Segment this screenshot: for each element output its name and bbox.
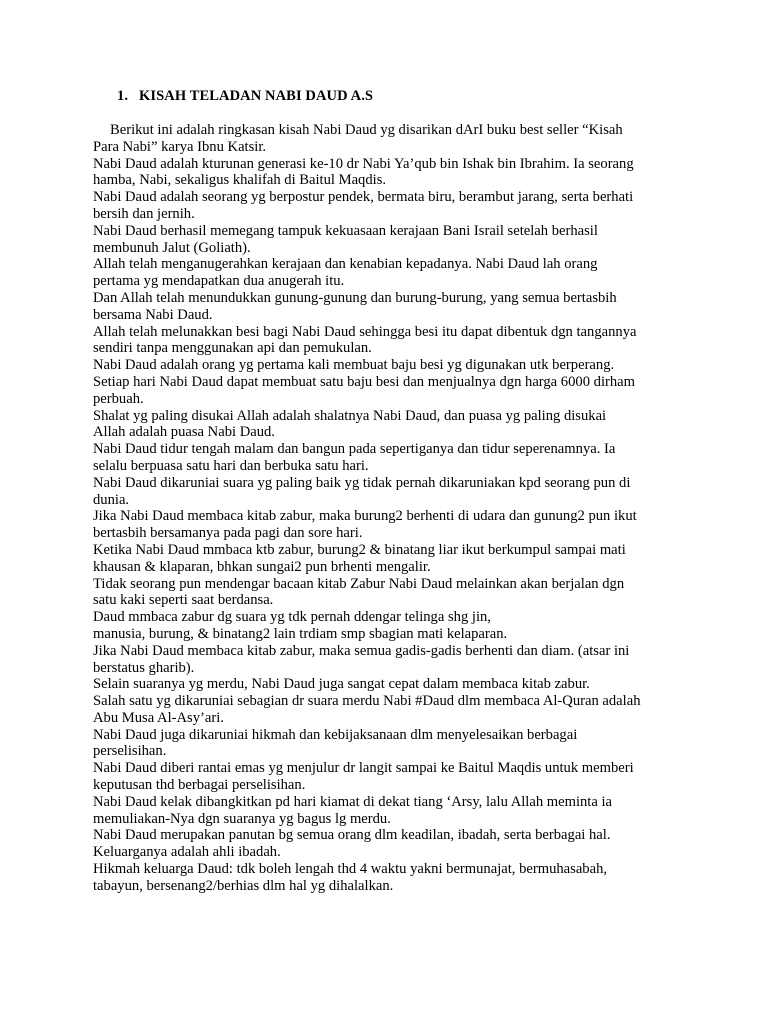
text-line: [93, 895, 683, 912]
heading-number: 1.: [117, 88, 129, 104]
text-line: Nabi Daud adalah seorang yg berpostur pendek, bermata biru, berambut jarang, serta berhati: [93, 189, 634, 206]
text-line: Nabi Daud merupakan panutan bg semua orang dlm keadilan, ibadah, serta berbagai hal.: [93, 827, 611, 844]
text-line: membunuh Jalut (Goliath).: [93, 239, 251, 256]
text-line: Setiap hari Nabi Daud dapat membuat satu baju besi dan menjualnya dgn harga 6000 dirham: [93, 373, 635, 390]
text-line: Nabi Daud diberi rantai emas yg menjulur dr langit sampai ke Baitul Maqdis untuk memberi: [93, 760, 634, 777]
text-line: Selain suaranya yg merdu, Nabi Daud juga sangat cepat dalam membaca kitab zabur.: [93, 676, 590, 693]
text-line: sendiri tanpa menggunakan api dan pemukulan.: [93, 340, 372, 357]
text-line: Ketika Nabi Daud mmbaca ktb zabur, burung2 & binatang liar ikut berkumpul sampai mati: [93, 541, 626, 558]
heading-text: KISAH TELADAN NABI DAUD A.S: [139, 88, 374, 104]
text-line: Salah satu yg dikaruniai sebagian dr suara merdu Nabi #Daud dlm membaca Al-Quran adalah: [93, 693, 641, 710]
text-line: perselisihan.: [93, 743, 167, 760]
text-line: Tidak seorang pun mendengar bacaan kitab Zabur Nabi Daud melainkan akan berjalan dgn: [93, 575, 625, 592]
text-line: Jika Nabi Daud membaca kitab zabur, maka burung2 berhenti di udara dan gunung2 pun ikut: [93, 508, 637, 525]
text-line: Nabi Daud juga dikaruniai hikmah dan kebijaksanaan dlm menyelesaikan berbagai: [93, 726, 578, 743]
text-line: manusia, burung, & binatang2 lain trdiam smp sbagian mati kelaparan.: [93, 625, 508, 642]
text-line: Berikut ini adalah ringkasan kisah Nabi Daud yg disarikan dArI buku best seller “Kisah: [110, 122, 623, 138]
text-line: Allah telah menganugerahkan kerajaan dan kenabian kepadanya. Nabi Daud lah orang: [93, 256, 598, 273]
text-line: bersih dan jernih.: [93, 205, 195, 222]
text-line: Abu Musa Al-Asy’ari.: [93, 709, 224, 726]
text-line: memuliakan-Nya dgn suaranya yg bagus lg merdu.: [93, 810, 391, 827]
body-text: [93, 122, 683, 911]
text-line: keputusan thd berbagai perselisihan.: [93, 777, 306, 794]
text-line: Allah adalah puasa Nabi Daud.: [93, 424, 275, 441]
text-line: bertasbih bersamanya pada pagi dan sore hari.: [93, 525, 363, 542]
text-line: Shalat yg paling disukai Allah adalah shalatnya Nabi Daud, dan puasa yg paling disukai: [93, 407, 607, 424]
text-line: bersama Nabi Daud.: [93, 306, 213, 323]
text-line: Nabi Daud berhasil memegang tampuk kekuasaan kerajaan Bani Israil setelah berhasil: [93, 222, 598, 239]
text-line: Nabi Daud tidur tengah malam dan bangun pada sepertiganya dan tidur seperenamnya. Ia: [93, 441, 616, 458]
text-line: Para Nabi” karya Ibnu Katsir.: [93, 138, 267, 155]
text-line: berstatus gharib).: [93, 659, 195, 676]
text-line: Nabi Daud adalah orang yg pertama kali membuat baju besi yg digunakan utk berperang.: [93, 357, 615, 374]
text-line: selalu berpuasa satu hari dan berbuka satu hari.: [93, 457, 369, 474]
text-line: hamba, Nabi, sekaligus khalifah di Baitul Maqdis.: [93, 172, 387, 189]
text-line: khausan & klaparan, bhkan sungai2 pun brhenti mengalir.: [93, 558, 431, 575]
text-line: dunia.: [93, 491, 130, 508]
text-line: satu kaki seperti saat berdansa.: [93, 592, 274, 609]
section-heading: [117, 88, 373, 105]
text-line: Hikmah keluarga Daud: tdk boleh lengah thd 4 waktu yakni bermunajat, bermuhasabah,: [93, 861, 608, 878]
text-line: Nabi Daud kelak dibangkitkan pd hari kiamat di dekat tiang ‘Arsy, lalu Allah meminta ia: [93, 793, 613, 810]
text-line: Jika Nabi Daud membaca kitab zabur, maka semua gadis-gadis berhenti dan diam. (atsar ini: [93, 642, 630, 659]
text-line: pertama yg mendapatkan dua anugerah itu.: [93, 273, 345, 290]
text-line: Dan Allah telah menundukkan gunung-gunung dan burung-burung, yang semua bertasbih: [93, 289, 617, 306]
text-line: Keluarganya adalah ahli ibadah.: [93, 844, 281, 861]
text-line: Nabi Daud adalah kturunan generasi ke-10 dr Nabi Ya’qub bin Ishak bin Ibrahim. Ia seorang: [93, 155, 634, 172]
text-line: Nabi Daud dikaruniai suara yg paling baik yg tidak pernah dikaruniakan kpd seorang pun di: [93, 474, 631, 491]
text-line: perbuah.: [93, 390, 144, 407]
text-line: Daud mmbaca zabur dg suara yg tdk pernah ddengar telinga shg jin,: [93, 609, 491, 626]
text-line: tabayun, bersenang2/berhias dlm hal yg dihalalkan.: [93, 877, 394, 894]
text-line: Allah telah melunakkan besi bagi Nabi Daud sehingga besi itu dapat dibentuk dgn tangannya: [93, 323, 637, 340]
